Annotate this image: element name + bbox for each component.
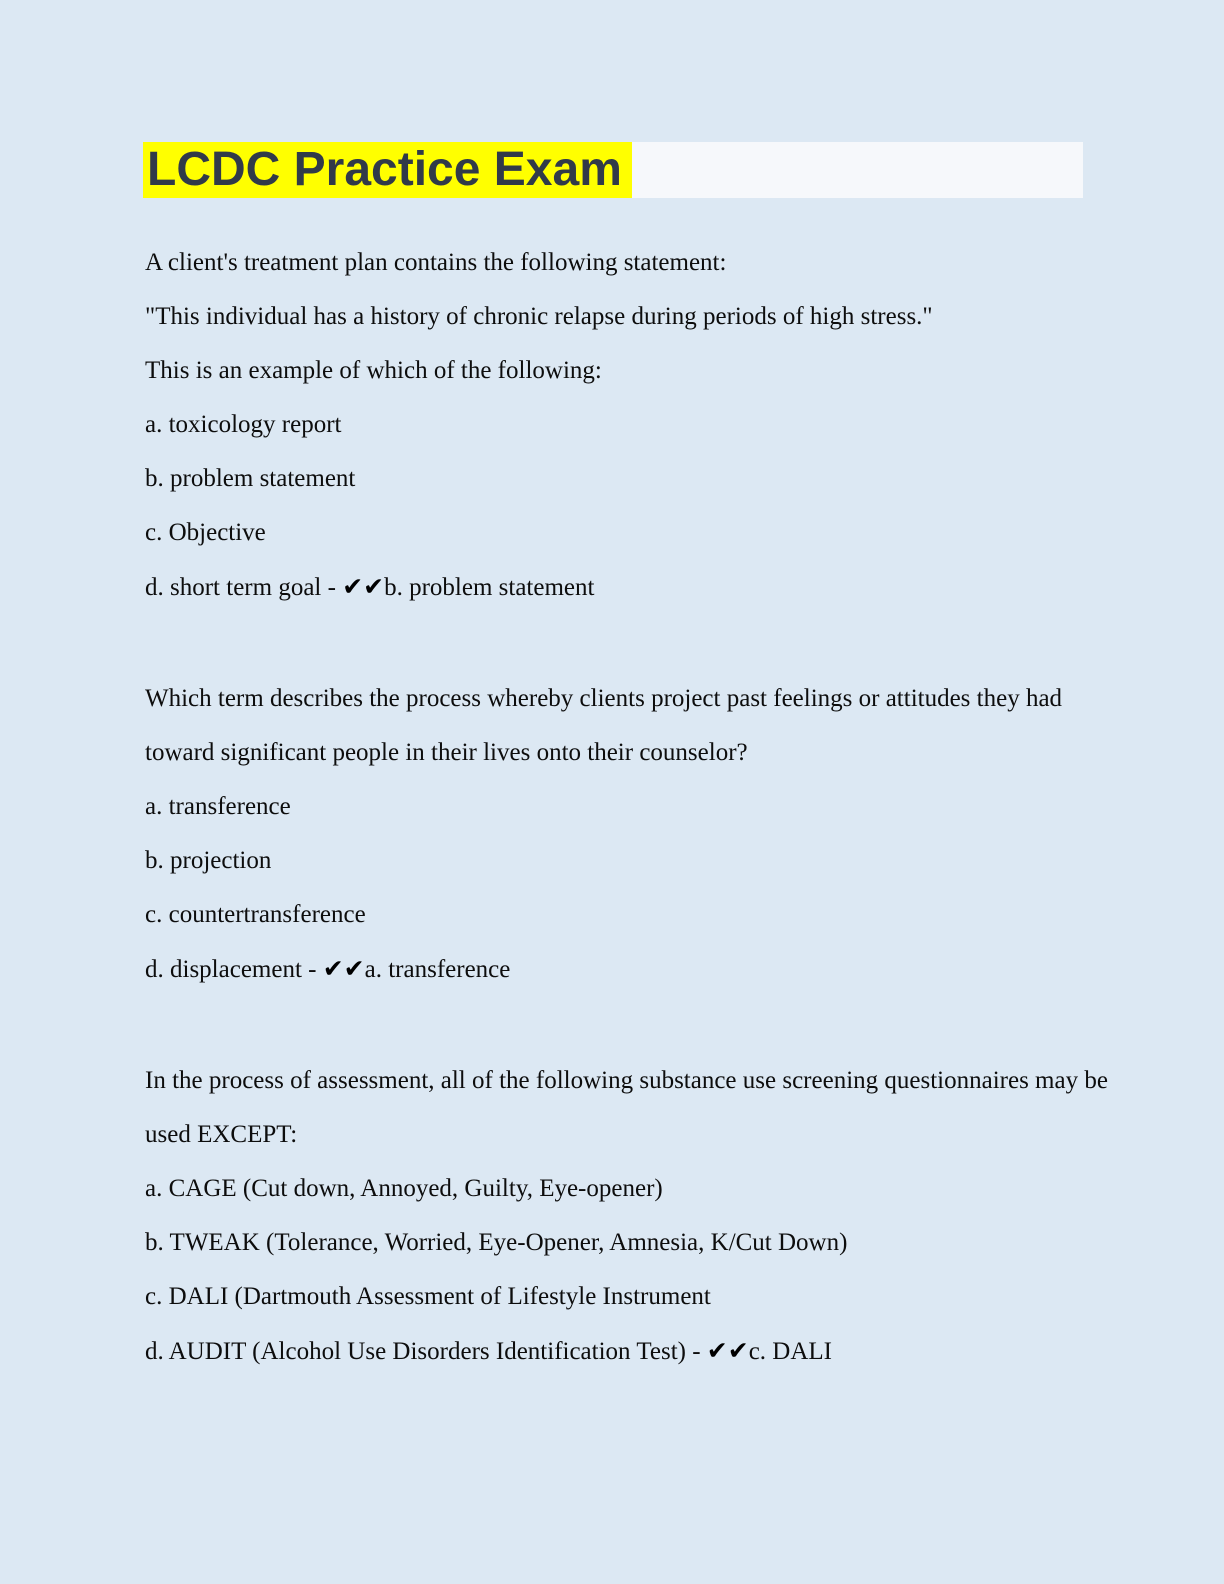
question-block	[145, 1054, 1165, 1378]
answer-option	[145, 834, 1165, 888]
answer-option	[145, 560, 1165, 614]
answer-option-label: d. AUDIT (Alcohol Use Disorders Identification Test) -	[145, 1338, 707, 1365]
correct-answer-text: c. DALI	[748, 1338, 833, 1365]
question-prompt-line: Which term describes the process whereby clients project past feelings or attitudes they had	[145, 685, 1063, 712]
question-prompt-line: This is an example of which of the following:	[145, 357, 602, 384]
answer-option-label: b. TWEAK (Tolerance, Worried, Eye-Opener, Amnesia, K/Cut Down)	[145, 1229, 848, 1256]
answer-option	[145, 888, 1165, 942]
question-prompt-line: A client's treatment plan contains the following statement:	[145, 249, 727, 276]
answer-option-label: c. DALI (Dartmouth Assessment of Lifestyle Instrument	[145, 1283, 711, 1310]
answer-option	[145, 452, 1165, 506]
page-title: LCDC Practice Exam	[143, 142, 632, 198]
answer-option	[145, 1324, 1165, 1378]
question-prompt-line: In the process of assessment, all of the following substance use screening questionnaires may be	[145, 1067, 1108, 1094]
question-block	[145, 236, 1165, 614]
answer-option	[145, 780, 1165, 834]
answer-option-label: b. projection	[145, 847, 272, 874]
answer-option	[145, 1216, 1165, 1270]
answer-option-label: d. short term goal -	[145, 574, 343, 601]
answer-option-label: c. Objective	[145, 519, 266, 546]
title-bar	[143, 142, 1083, 198]
answer-option	[145, 398, 1165, 452]
question-prompt-line: toward significant people in their lives onto their counselor?	[145, 739, 748, 766]
answer-option-label: d. displacement -	[145, 956, 323, 983]
answer-option	[145, 1162, 1165, 1216]
double-checkmark-icon: ✔✔	[706, 1336, 749, 1365]
double-checkmark-icon: ✔✔	[342, 572, 385, 601]
question-prompt-line: used EXCEPT:	[145, 1121, 298, 1148]
document-body	[145, 236, 1165, 1378]
answer-option-label: a. CAGE (Cut down, Annoyed, Guilty, Eye-opener)	[145, 1175, 663, 1202]
answer-option	[145, 1270, 1165, 1324]
question-prompt-line: "This individual has a history of chronic relapse during periods of high stress."	[145, 303, 933, 330]
correct-answer-text: b. problem statement	[384, 574, 595, 601]
answer-option	[145, 506, 1165, 560]
answer-option-label: b. problem statement	[145, 465, 356, 492]
correct-answer-text: a. transference	[364, 956, 511, 983]
answer-option-label: a. toxicology report	[145, 411, 342, 438]
answer-option-label: a. transference	[145, 793, 291, 820]
double-checkmark-icon: ✔✔	[322, 954, 365, 983]
question-block	[145, 672, 1165, 996]
answer-option	[145, 942, 1165, 996]
answer-option-label: c. countertransference	[145, 901, 366, 928]
